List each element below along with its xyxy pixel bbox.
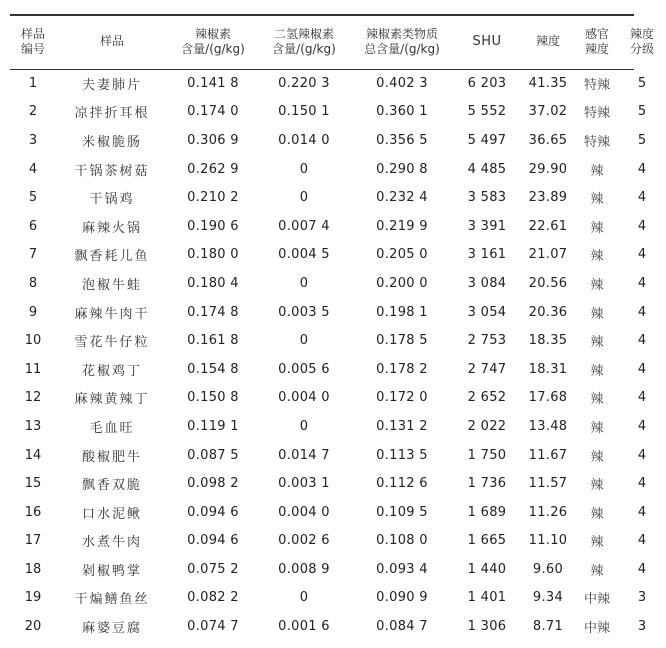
cell-sensory: 特辣 [583, 134, 610, 150]
cell-sensory: 辣 [590, 478, 604, 494]
cell-id: 15 [24, 476, 42, 492]
cell-name: 飘香耗儿鱼 [74, 249, 150, 265]
cell-dihydrocapsaicin: 0.004 0 [278, 504, 330, 520]
cell-grade: 4 [637, 390, 647, 406]
cell-sensory: 辣 [590, 220, 604, 236]
cell-id: 14 [24, 447, 42, 463]
cell-capsaicin: 0.082 2 [187, 590, 239, 606]
cell-id: 18 [24, 561, 42, 577]
cell-capsaicin: 0.262 9 [187, 161, 239, 177]
table-row [10, 69, 666, 98]
cell-id: 9 [28, 304, 38, 320]
cell-sensory: 中辣 [583, 592, 610, 608]
cell-grade: 3 [637, 590, 647, 606]
cell-dihydrocapsaicin: 0.005 6 [278, 361, 330, 377]
cell-id: 10 [24, 333, 42, 349]
cell-grade: 4 [637, 418, 647, 434]
header-shu: SHU [472, 34, 502, 49]
cell-capsaicin: 0.119 1 [187, 418, 239, 434]
cell-sensory: 辣 [590, 277, 604, 293]
table-row [10, 527, 666, 556]
cell-name: 干锅茶树菇 [74, 163, 150, 179]
cell-pungency: 29.90 [528, 161, 568, 177]
cell-grade: 4 [637, 561, 647, 577]
cell-name: 干锅鸡 [89, 192, 135, 208]
cell-total: 0.290 8 [376, 161, 428, 177]
cell-dihydrocapsaicin: 0.014 0 [278, 132, 330, 148]
cell-name: 毛血旺 [89, 420, 135, 436]
cell-total: 0.093 4 [376, 561, 428, 577]
header-sensory-pungency: 感官 辣度 [584, 26, 609, 56]
cell-capsaicin: 0.141 8 [187, 75, 239, 91]
cell-pungency: 23.89 [528, 190, 568, 206]
cell-sensory: 辣 [590, 363, 604, 379]
cell-dihydrocapsaicin: 0.008 9 [278, 561, 330, 577]
cell-pungency: 36.65 [528, 132, 568, 148]
cell-id: 20 [24, 619, 42, 635]
cell-dihydrocapsaicin: 0 [299, 590, 309, 606]
cell-id: 4 [28, 161, 38, 177]
cell-pungency: 37.02 [528, 104, 568, 120]
cell-total: 0.113 5 [376, 447, 428, 463]
cell-shu: 1 440 [467, 561, 507, 577]
cell-pungency: 9.34 [532, 590, 564, 606]
cell-dihydrocapsaicin: 0.003 5 [278, 304, 330, 320]
cell-capsaicin: 0.180 4 [187, 275, 239, 291]
cell-grade: 4 [637, 476, 647, 492]
cell-total: 0.084 7 [376, 619, 428, 635]
cell-total: 0.200 0 [376, 275, 428, 291]
cell-sensory: 辣 [590, 163, 604, 179]
cell-shu: 5 497 [467, 132, 507, 148]
cell-name: 麻辣火锅 [81, 220, 142, 236]
cell-sensory: 辣 [590, 420, 604, 436]
cell-sensory: 特辣 [583, 106, 610, 122]
cell-grade: 5 [637, 132, 647, 148]
cell-shu: 1 306 [467, 619, 507, 635]
cell-dihydrocapsaicin: 0.220 3 [278, 75, 330, 91]
cell-capsaicin: 0.190 6 [187, 218, 239, 234]
cell-dihydrocapsaicin: 0.007 4 [278, 218, 330, 234]
cell-sensory: 辣 [590, 392, 604, 408]
cell-pungency: 11.57 [528, 476, 568, 492]
cell-name: 雪花牛仔粒 [74, 335, 150, 351]
cell-total: 0.112 6 [376, 476, 428, 492]
cell-dihydrocapsaicin: 0 [299, 275, 309, 291]
cell-pungency: 8.71 [532, 619, 564, 635]
cell-grade: 5 [637, 75, 647, 91]
cell-total: 0.232 4 [376, 190, 428, 206]
header-dihydrocapsaicin: 二氢辣椒素 含量/(g/kg) [272, 26, 336, 56]
table-row [10, 555, 666, 584]
cell-dihydrocapsaicin: 0.004 5 [278, 247, 330, 263]
table-row [10, 498, 666, 527]
cell-capsaicin: 0.094 6 [187, 533, 239, 549]
cell-name: 剁椒鸭掌 [81, 563, 142, 579]
table-row [10, 212, 666, 241]
cell-sensory: 辣 [590, 563, 604, 579]
cell-shu: 4 485 [467, 161, 507, 177]
table-row [10, 584, 666, 613]
cell-total: 0.402 3 [376, 75, 428, 91]
cell-grade: 4 [637, 504, 647, 520]
cell-id: 6 [28, 218, 38, 234]
cell-grade: 4 [637, 333, 647, 349]
cell-total: 0.178 2 [376, 361, 428, 377]
cell-grade: 4 [637, 447, 647, 463]
cell-sensory: 中辣 [583, 621, 610, 637]
cell-shu: 3 161 [467, 247, 507, 263]
cell-total: 0.219 9 [376, 218, 428, 234]
spiciness-data-table [10, 14, 666, 641]
cell-capsaicin: 0.174 0 [187, 104, 239, 120]
header-pungency: 辣度 [535, 34, 560, 48]
cell-name: 水煮牛肉 [81, 535, 142, 551]
table-row [10, 612, 666, 641]
cell-id: 17 [24, 533, 42, 549]
cell-id: 11 [24, 361, 42, 377]
cell-sensory: 辣 [590, 535, 604, 551]
cell-capsaicin: 0.210 2 [187, 190, 239, 206]
cell-shu: 1 689 [467, 504, 507, 520]
header-pungency-grade: 辣度 分级 [629, 26, 654, 56]
cell-grade: 4 [637, 247, 647, 263]
cell-id: 7 [28, 247, 38, 263]
cell-shu: 1 736 [467, 476, 507, 492]
cell-total: 0.109 5 [376, 504, 428, 520]
cell-shu: 2 753 [467, 333, 507, 349]
cell-shu: 2 747 [467, 361, 507, 377]
cell-id: 12 [24, 390, 42, 406]
cell-name: 泡椒牛蛙 [81, 277, 142, 293]
table-body [10, 69, 666, 641]
table-row [10, 155, 666, 184]
header-total-capsaicinoids: 辣椒素类物质 总含量/(g/kg) [364, 26, 440, 56]
cell-sensory: 辣 [590, 335, 604, 351]
cell-name: 夫妻肺片 [81, 77, 142, 93]
cell-shu: 6 203 [467, 75, 507, 91]
cell-dihydrocapsaicin: 0.003 1 [278, 476, 330, 492]
cell-total: 0.360 1 [376, 104, 428, 120]
cell-sensory: 辣 [590, 249, 604, 265]
cell-name: 飘香双脆 [81, 478, 142, 494]
cell-capsaicin: 0.074 7 [187, 619, 239, 635]
cell-pungency: 11.10 [528, 533, 568, 549]
cell-grade: 4 [637, 161, 647, 177]
cell-shu: 3 391 [467, 218, 507, 234]
table-header-row [10, 14, 666, 69]
header-sample-name: 样品 [99, 34, 124, 48]
table-row [10, 412, 666, 441]
cell-grade: 4 [637, 533, 647, 549]
cell-capsaicin: 0.306 9 [187, 132, 239, 148]
table-row [10, 355, 666, 384]
cell-shu: 1 665 [467, 533, 507, 549]
cell-total: 0.356 5 [376, 132, 428, 148]
table-row [10, 298, 666, 327]
table-row [10, 126, 666, 155]
table-row [10, 98, 666, 127]
cell-id: 3 [28, 132, 38, 148]
cell-shu: 2 022 [467, 418, 507, 434]
cell-total: 0.131 2 [376, 418, 428, 434]
cell-pungency: 21.07 [528, 247, 568, 263]
cell-shu: 3 054 [467, 304, 507, 320]
cell-shu: 1 750 [467, 447, 507, 463]
cell-pungency: 22.61 [528, 218, 568, 234]
cell-pungency: 41.35 [528, 75, 568, 91]
cell-id: 2 [28, 104, 38, 120]
cell-sensory: 辣 [590, 506, 604, 522]
cell-name: 干煸鳝鱼丝 [74, 592, 150, 608]
cell-sensory: 辣 [590, 192, 604, 208]
cell-pungency: 11.26 [528, 504, 568, 520]
cell-total: 0.108 0 [376, 533, 428, 549]
table-row [10, 469, 666, 498]
cell-dihydrocapsaicin: 0.001 6 [278, 619, 330, 635]
cell-sensory: 辣 [590, 449, 604, 465]
cell-pungency: 13.48 [528, 418, 568, 434]
cell-name: 花椒鸡丁 [81, 363, 142, 379]
cell-shu: 1 401 [467, 590, 507, 606]
table-row [10, 183, 666, 212]
cell-pungency: 18.31 [528, 361, 568, 377]
cell-name: 酸椒肥牛 [81, 449, 142, 465]
cell-total: 0.178 5 [376, 333, 428, 349]
cell-grade: 4 [637, 275, 647, 291]
cell-dihydrocapsaicin: 0.002 6 [278, 533, 330, 549]
cell-id: 13 [24, 418, 42, 434]
cell-dihydrocapsaicin: 0.150 1 [278, 104, 330, 120]
cell-name: 麻辣牛肉干 [74, 306, 150, 322]
cell-capsaicin: 0.161 8 [187, 333, 239, 349]
header-capsaicin: 辣椒素 含量/(g/kg) [181, 26, 245, 56]
cell-shu: 3 583 [467, 190, 507, 206]
cell-sensory: 辣 [590, 306, 604, 322]
cell-pungency: 20.36 [528, 304, 568, 320]
cell-grade: 4 [637, 218, 647, 234]
cell-name: 麻辣黄辣丁 [74, 392, 150, 408]
cell-pungency: 17.68 [528, 390, 568, 406]
cell-capsaicin: 0.180 0 [187, 247, 239, 263]
cell-id: 1 [28, 75, 38, 91]
cell-id: 16 [24, 504, 42, 520]
cell-capsaicin: 0.094 6 [187, 504, 239, 520]
cell-id: 19 [24, 590, 42, 606]
cell-shu: 5 552 [467, 104, 507, 120]
cell-dihydrocapsaicin: 0 [299, 161, 309, 177]
table-row [10, 241, 666, 270]
cell-capsaicin: 0.174 8 [187, 304, 239, 320]
cell-capsaicin: 0.075 2 [187, 561, 239, 577]
cell-dihydrocapsaicin: 0.014 7 [278, 447, 330, 463]
cell-sensory: 特辣 [583, 77, 610, 93]
cell-grade: 5 [637, 104, 647, 120]
cell-dihydrocapsaicin: 0 [299, 418, 309, 434]
cell-name: 凉拌折耳根 [74, 106, 150, 122]
cell-id: 5 [28, 190, 38, 206]
cell-pungency: 20.56 [528, 275, 568, 291]
cell-grade: 4 [637, 361, 647, 377]
cell-pungency: 11.67 [528, 447, 568, 463]
cell-grade: 3 [637, 619, 647, 635]
cell-capsaicin: 0.098 2 [187, 476, 239, 492]
cell-total: 0.205 0 [376, 247, 428, 263]
cell-name: 米椒脆肠 [81, 134, 142, 150]
cell-grade: 4 [637, 190, 647, 206]
table-row [10, 384, 666, 413]
cell-capsaicin: 0.087 5 [187, 447, 239, 463]
table-row [10, 326, 666, 355]
cell-shu: 3 084 [467, 275, 507, 291]
cell-total: 0.172 0 [376, 390, 428, 406]
cell-pungency: 18.35 [528, 333, 568, 349]
cell-capsaicin: 0.150 8 [187, 390, 239, 406]
cell-capsaicin: 0.154 8 [187, 361, 239, 377]
cell-dihydrocapsaicin: 0 [299, 333, 309, 349]
cell-total: 0.198 1 [376, 304, 428, 320]
cell-pungency: 9.60 [532, 561, 564, 577]
cell-shu: 2 652 [467, 390, 507, 406]
table-row [10, 441, 666, 470]
cell-total: 0.090 9 [376, 590, 428, 606]
cell-id: 8 [28, 275, 38, 291]
table-row [10, 269, 666, 298]
cell-dihydrocapsaicin: 0.004 0 [278, 390, 330, 406]
cell-name: 口水泥鳅 [81, 506, 142, 522]
cell-grade: 4 [637, 304, 647, 320]
cell-name: 麻婆豆腐 [81, 621, 142, 637]
header-sample-id: 样品 编号 [20, 26, 45, 56]
cell-dihydrocapsaicin: 0 [299, 190, 309, 206]
